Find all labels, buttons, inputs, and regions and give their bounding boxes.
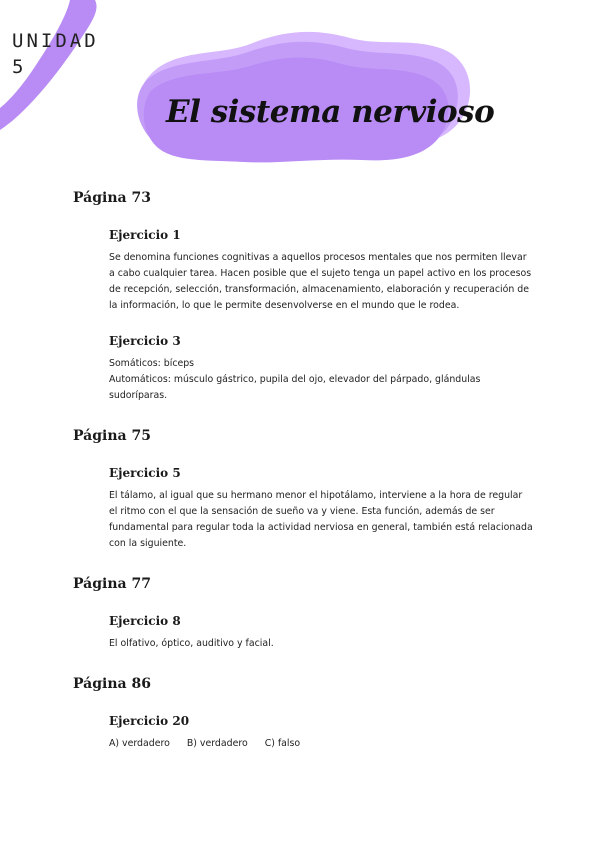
unit-number: 5 <box>12 56 27 78</box>
answer-a: A) verdadero <box>109 738 170 749</box>
exercise-title: Ejercicio 1 <box>109 228 181 242</box>
exercise-title: Ejercicio 3 <box>109 334 181 348</box>
exercise-1 <box>109 228 533 314</box>
exercise-text: Se denomina funciones cognitivas a aquellos procesos mentales que nos permiten llevar a cabo cualquier tarea. Hacen posible que el sujeto tenga un papel activo en los procesos de recepción, selección, transformación, almacenamiento, elaboración y recuperación de la información, lo que le permite desenvolverse en el mundo que le rodea. <box>109 252 532 311</box>
content <box>73 190 533 772</box>
answer-b: B) verdadero <box>186 738 248 749</box>
page-heading-86: Página 86 <box>73 676 151 692</box>
exercise-title: Ejercicio 20 <box>109 714 190 728</box>
exercise-5 <box>109 466 533 552</box>
exercise-text: El olfativo, óptico, auditivo y facial. <box>109 638 274 649</box>
exercise-title: Ejercicio 5 <box>109 466 181 480</box>
unit-label <box>12 28 99 80</box>
unit-word: UNIDAD <box>12 30 99 52</box>
exercise-text: Somáticos: bíceps <box>109 358 195 369</box>
exercise-3 <box>109 334 533 404</box>
page-heading-73: Página 73 <box>73 190 151 206</box>
page-title: El sistema nervioso <box>166 94 495 130</box>
page-heading-77: Página 77 <box>73 576 151 592</box>
exercise-8 <box>109 614 533 652</box>
exercise-title: Ejercicio 8 <box>109 614 181 628</box>
exercise-text: El tálamo, al igual que su hermano menor el hipotálamo, interviene a la hora de regular el ritmo con el que la sensación de sueño va y viene. Esta función, además de ser fundamental para regular toda la actividad nerviosa en general, también está relacionada con la siguiente. <box>109 490 533 549</box>
answer-c: C) falso <box>264 738 301 749</box>
exercise-20 <box>109 714 533 752</box>
exercise-text: Automáticos: músculo gástrico, pupila del ojo, elevador del párpado, glándulas sudoríparas. <box>109 374 481 401</box>
page-heading-75: Página 75 <box>73 428 151 444</box>
